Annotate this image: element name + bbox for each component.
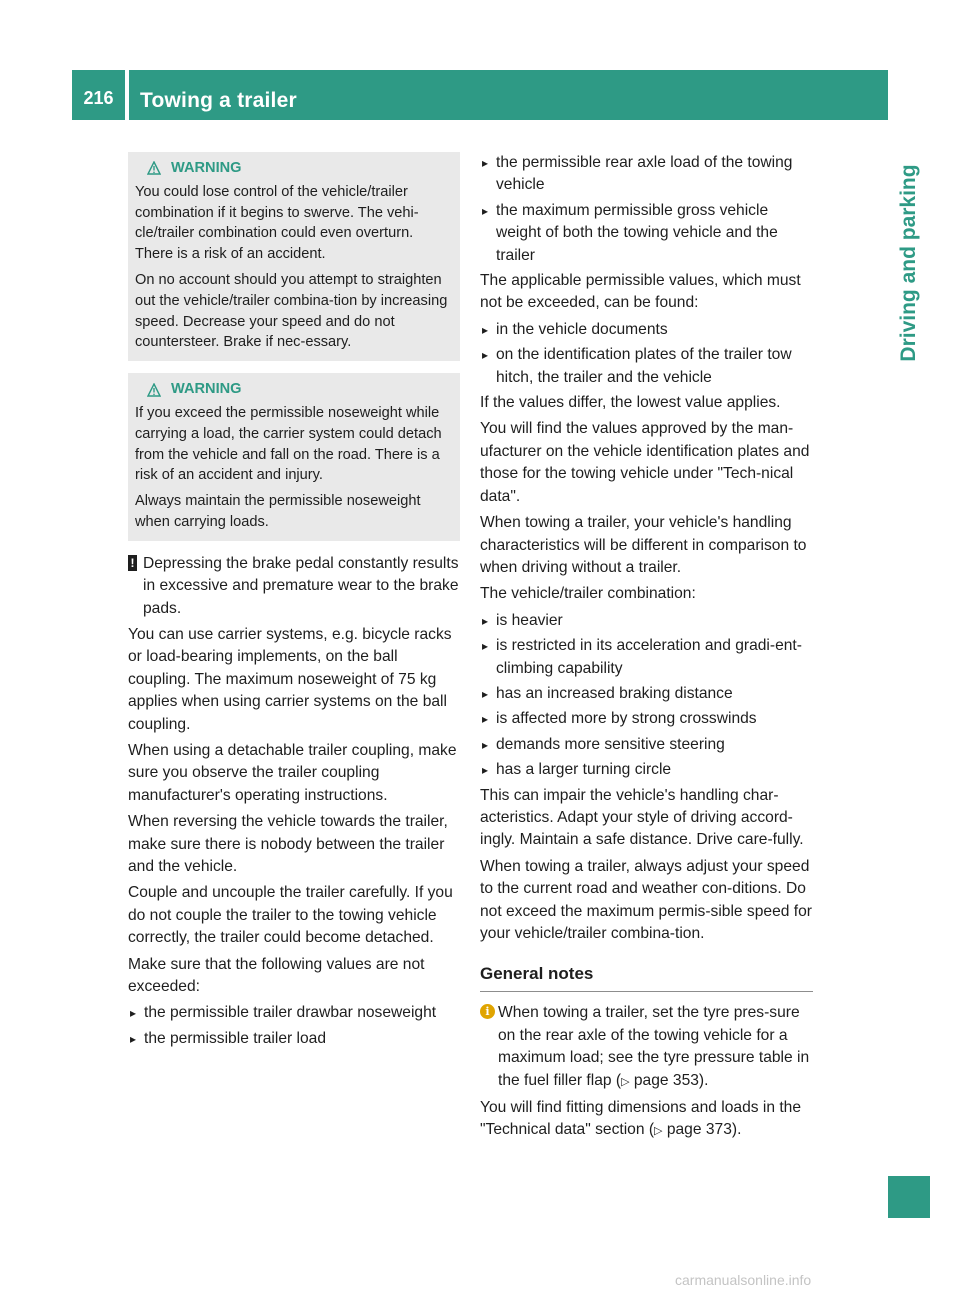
watermark: carmanualsonline.info	[675, 1272, 812, 1288]
notice-text: Depressing the brake pedal constantly results in excessive and premature wear to the brake pads.	[143, 554, 459, 617]
right-column	[480, 152, 813, 1147]
warning-title: WARNING	[171, 160, 242, 176]
list-item: ▸ the maximum permissible gross vehicle weight of both the towing vehicle and the trailer	[480, 200, 813, 267]
info-note	[480, 1002, 813, 1093]
list-item: ▸ is restricted in its acceleration and gradi-ent-climbing capability	[480, 635, 813, 680]
body-paragraph: The vehicle/trailer combination:	[480, 585, 696, 603]
info-icon: i	[480, 1004, 495, 1019]
chapter-marker	[888, 1176, 930, 1218]
bullet-list	[480, 610, 813, 782]
list-item: ▸ the permissible rear axle load of the towing vehicle	[480, 152, 813, 197]
list-item: ▸ is affected more by strong crosswinds	[480, 708, 813, 730]
body-paragraph: When towing a trailer, your vehicle's handling characteristics will be different in comparison to when driving without a trailer.	[480, 514, 807, 576]
page-title: Towing a trailer	[140, 89, 297, 112]
list-item: ▸ demands more sensitive steering	[480, 734, 813, 756]
body-paragraph: When using a detachable trailer coupling, make sure you observe the trailer coupling manufacturer's operating instructions.	[128, 742, 457, 804]
body-paragraph: You can use carrier systems, e.g. bicycle racks or load-bearing implements, on the ball coupling. The maximum noseweight of 75 kg applies when using carrier systems on the ball coupling.	[128, 625, 452, 733]
notice	[128, 553, 460, 620]
warning-text: If you exceed the permissible noseweight while carrying a load, the carrier system could detach from the vehicle and fall on the road. There is a risk of an accident and injury.	[135, 404, 442, 484]
notice-icon: !	[128, 555, 137, 571]
section-heading: General notes	[480, 963, 813, 992]
warning-box	[128, 373, 460, 541]
list-item: ▸ is heavier	[480, 610, 813, 632]
body-paragraph: When towing a trailer, always adjust your speed to the current road and weather con-ditions. Do not exceed the maximum permis-sible speed for your vehicle/trailer combina-tion.	[480, 857, 812, 942]
list-item: ▸ the permissible trailer drawbar noseweight	[128, 1002, 460, 1024]
left-column	[128, 152, 460, 1053]
page-ref-link[interactable]: page 373).	[662, 1121, 742, 1139]
warning-heading	[147, 379, 452, 400]
body-paragraph: The applicable permissible values, which must not be exceeded, can be found:	[480, 272, 801, 312]
warning-box	[128, 152, 460, 361]
warning-heading	[147, 158, 452, 179]
list-item: ▸ in the vehicle documents	[480, 319, 813, 341]
bullet-list	[480, 319, 813, 389]
body-paragraph: When reversing the vehicle towards the trailer, make sure there is nobody between the trailer and the vehicle.	[128, 813, 448, 876]
body-paragraph: Couple and uncouple the trailer carefully. If you do not couple the trailer to the towing vehicle correctly, the trailer could become detached.	[128, 884, 453, 947]
page-ref-arrow-icon: ▷	[621, 1075, 630, 1088]
body-paragraph	[480, 1097, 813, 1143]
list-item: ▸ the permissible trailer load	[128, 1028, 460, 1050]
page-ref-link[interactable]: page 353).	[629, 1071, 709, 1089]
body-paragraph: If the values differ, the lowest value applies.	[480, 394, 781, 412]
warning-text: On no account should you attempt to straighten out the vehicle/trailer combina-tion by increasing speed. Decrease your speed and do not countersteer. Brake if nec-essary.	[135, 271, 448, 351]
page-number: 216	[83, 88, 114, 108]
warning-triangle-icon	[147, 383, 161, 397]
list-item: ▸ on the identification plates of the trailer tow hitch, the trailer and the vehicle	[480, 344, 813, 389]
body-paragraph: You will find the values approved by the man-ufacturer on the vehicle identification plates and those for the towing vehicle under "Tech-nical data".	[480, 420, 810, 505]
body-paragraph: This can impair the vehicle's handling char-acteristics. Adapt your style of driving accord-ingly. Maintain a safe distance. Drive care-fully.	[480, 786, 804, 849]
warning-title: WARNING	[171, 381, 242, 398]
info-text: When towing a trailer, set the tyre pres-sure on the rear axle of the towing vehicle for a maximum load; see the tyre pressure table in the fuel filler flap (	[498, 1004, 810, 1089]
warning-text: You could lose control of the vehicle/trailer combination if it begins to swerve. The vehi-cle/trailer combination could even overturn. There is a risk of an accident.	[135, 183, 419, 263]
body-paragraph: Make sure that the following values are not exceeded:	[128, 955, 425, 996]
bullet-list	[480, 152, 813, 267]
list-item: ▸ has an increased braking distance	[480, 683, 813, 705]
list-item: ▸ has a larger turning circle	[480, 759, 813, 781]
chapter-side-label: Driving and parking	[897, 164, 920, 362]
warning-text: Always maintain the permissible noseweight when carrying loads.	[135, 493, 421, 530]
bullet-list	[128, 1002, 460, 1050]
page-ref-arrow-icon: ▷	[654, 1125, 663, 1138]
warning-triangle-icon	[147, 161, 161, 175]
body-text: You will find fitting dimensions and loads in the "Technical data" section (	[480, 1099, 802, 1139]
